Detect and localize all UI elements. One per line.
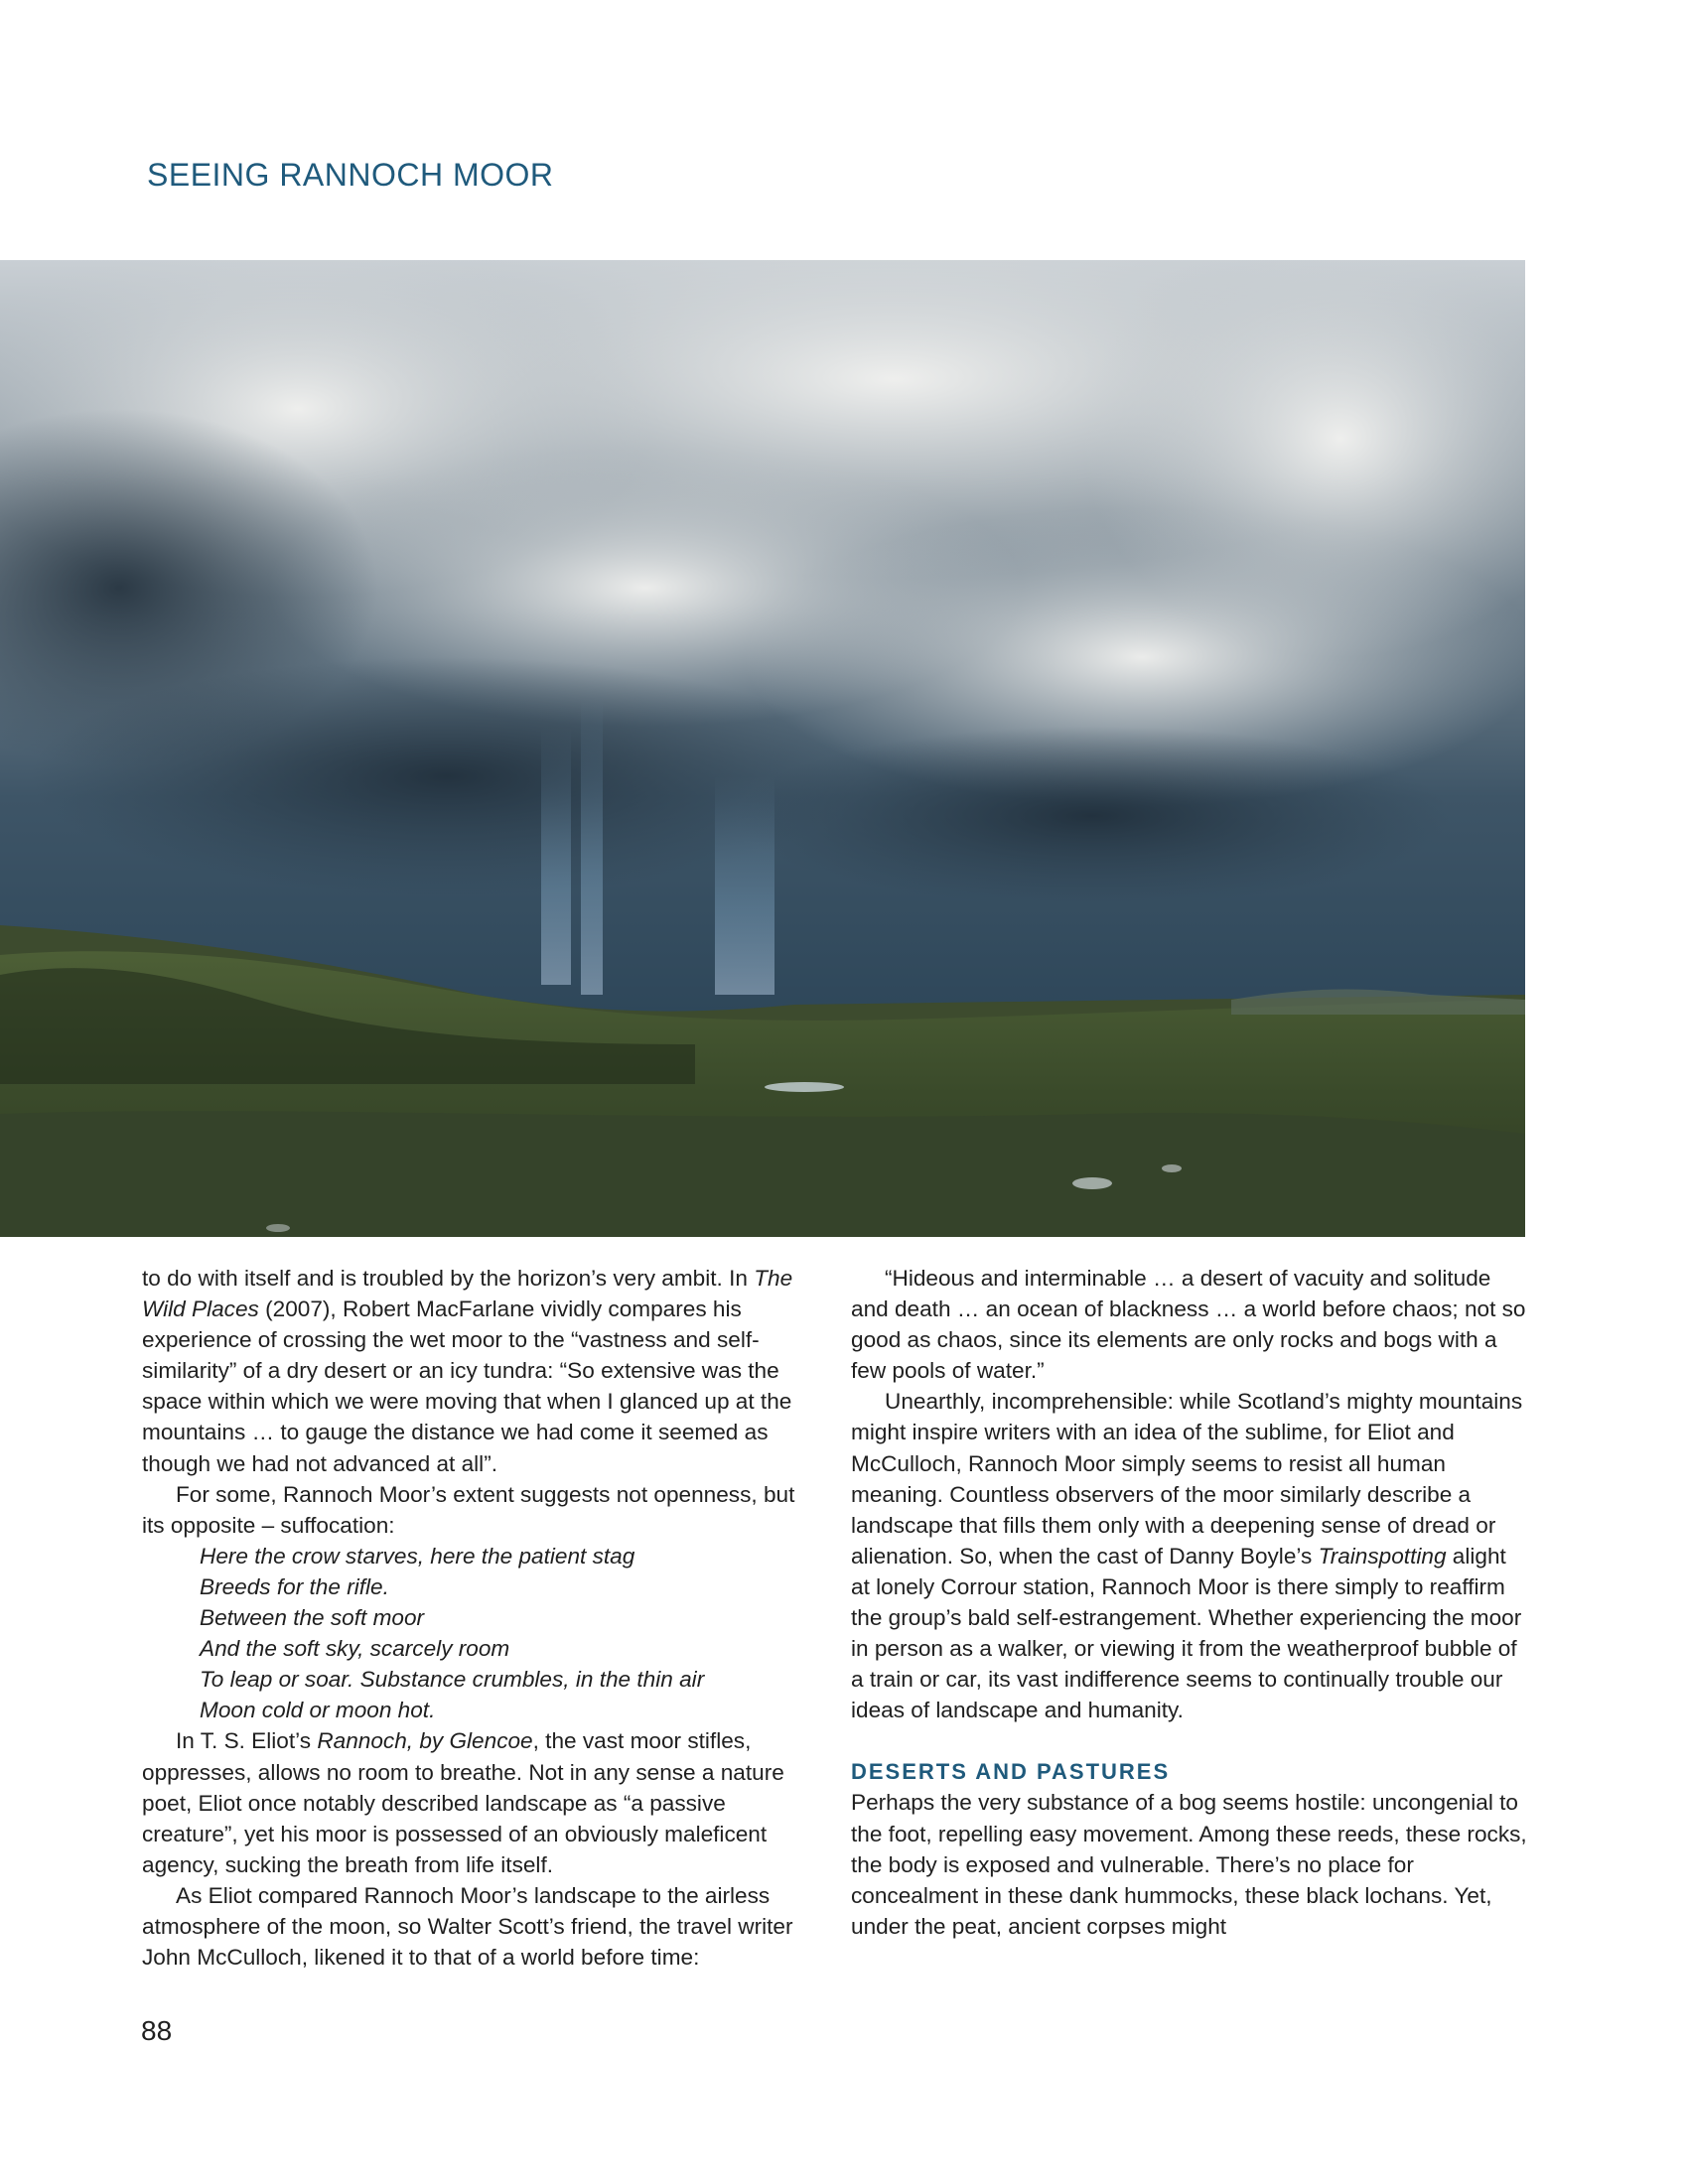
paragraph-text: to do with itself and is troubled by the horizon’s very ambit. In: [142, 1266, 755, 1291]
paragraph: For some, Rannoch Moor’s extent suggests not openness, but its opposite – suffocation:: [142, 1481, 795, 1538]
landscape-photo: [0, 260, 1525, 1237]
poem-line: To leap or soar. Substance crumbles, in the thin air: [200, 1667, 705, 1693]
paragraph-text: , the vast moor stifles, oppresses, allows no room to breathe. Not in any sense a nature poet, Eliot once notably described landscape as “a passive creature”, yet his moor is possessed of an obviously maleficent agency, sucking the breath from life itself.: [142, 1728, 784, 1877]
paragraph-text: In T. S. Eliot’s: [176, 1728, 318, 1754]
right-column: [851, 1263, 1528, 1942]
storm-over-moor-illustration: [0, 260, 1525, 1237]
paragraph: [851, 1386, 1528, 1725]
section-heading: DESERTS AND PASTURES: [851, 1759, 1171, 1785]
paragraph: [142, 1263, 819, 1479]
left-column: [142, 1263, 819, 1973]
paragraph: “Hideous and interminable … a desert of vacuity and solitude and death … an ocean of blackness … a world before chaos; not so good as chaos, since its elements are only rocks and bogs with a few pools of water.”: [851, 1266, 1526, 1384]
paragraph: Perhaps the very substance of a bog seems hostile: uncongenial to the foot, repelling easy movement. Among these reeds, these rocks, the body is exposed and vulnerable. There’s no place for concealment in these dank hummocks, these black lochans. Yet, under the peat, ancient corpses might: [851, 1790, 1527, 1939]
book-title: The Wild Places: [142, 1266, 793, 1322]
paragraph-text: (2007), Robert MacFarlane vividly compares his experience of crossing the wet moor to the “vastness and self-similarity” of a dry desert or an icy tundra: “So extensive was the space within which we were moving that when I glanced up at the mountains … to gauge the distance we had come it seemed as though we had not advanced at all”.: [142, 1297, 792, 1476]
poem-line: Moon cold or moon hot.: [200, 1698, 436, 1723]
paragraph-text: Unearthly, incomprehensible: while Scotland’s mighty mountains might inspire writers with an idea of the sublime, for Eliot and McCulloch, Rannoch Moor simply seems to resist all human meaning. Countless observers of the moor similarly describe a landscape that fills them only with a deepening sense of dread or alienation. So, when the cast of Danny Boyle’s: [851, 1389, 1523, 1569]
poem-title: Rannoch, by Glencoe: [317, 1728, 533, 1754]
paragraph: [142, 1725, 819, 1879]
poem-line: Between the soft moor: [200, 1605, 425, 1631]
film-title: Trainspotting: [1318, 1543, 1447, 1569]
page-number: 88: [141, 2015, 173, 2046]
poem-line: Here the crow starves, here the patient stag: [200, 1543, 635, 1569]
paragraph-text: alight at lonely Corrour station, Rannoch Moor is there simply to reaffirm the group’s bald self-estrangement. Whether experiencing the moor in person as a walker, or viewing it from the weatherproof bubble of a train or car, its vast indifference seems to continually trouble our ideas of landscape and humanity.: [851, 1543, 1522, 1723]
running-head: SEEING RANNOCH MOOR: [147, 157, 554, 193]
paragraph: As Eliot compared Rannoch Moor’s landscape to the airless atmosphere of the moon, so Walter Scott’s friend, the travel writer John McCulloch, likened it to that of a world before time:: [142, 1882, 793, 1971]
poem-line: And the soft sky, scarcely room: [200, 1636, 510, 1662]
poem-quote: [142, 1541, 819, 1726]
poem-line: Breeds for the rifle.: [200, 1573, 389, 1599]
